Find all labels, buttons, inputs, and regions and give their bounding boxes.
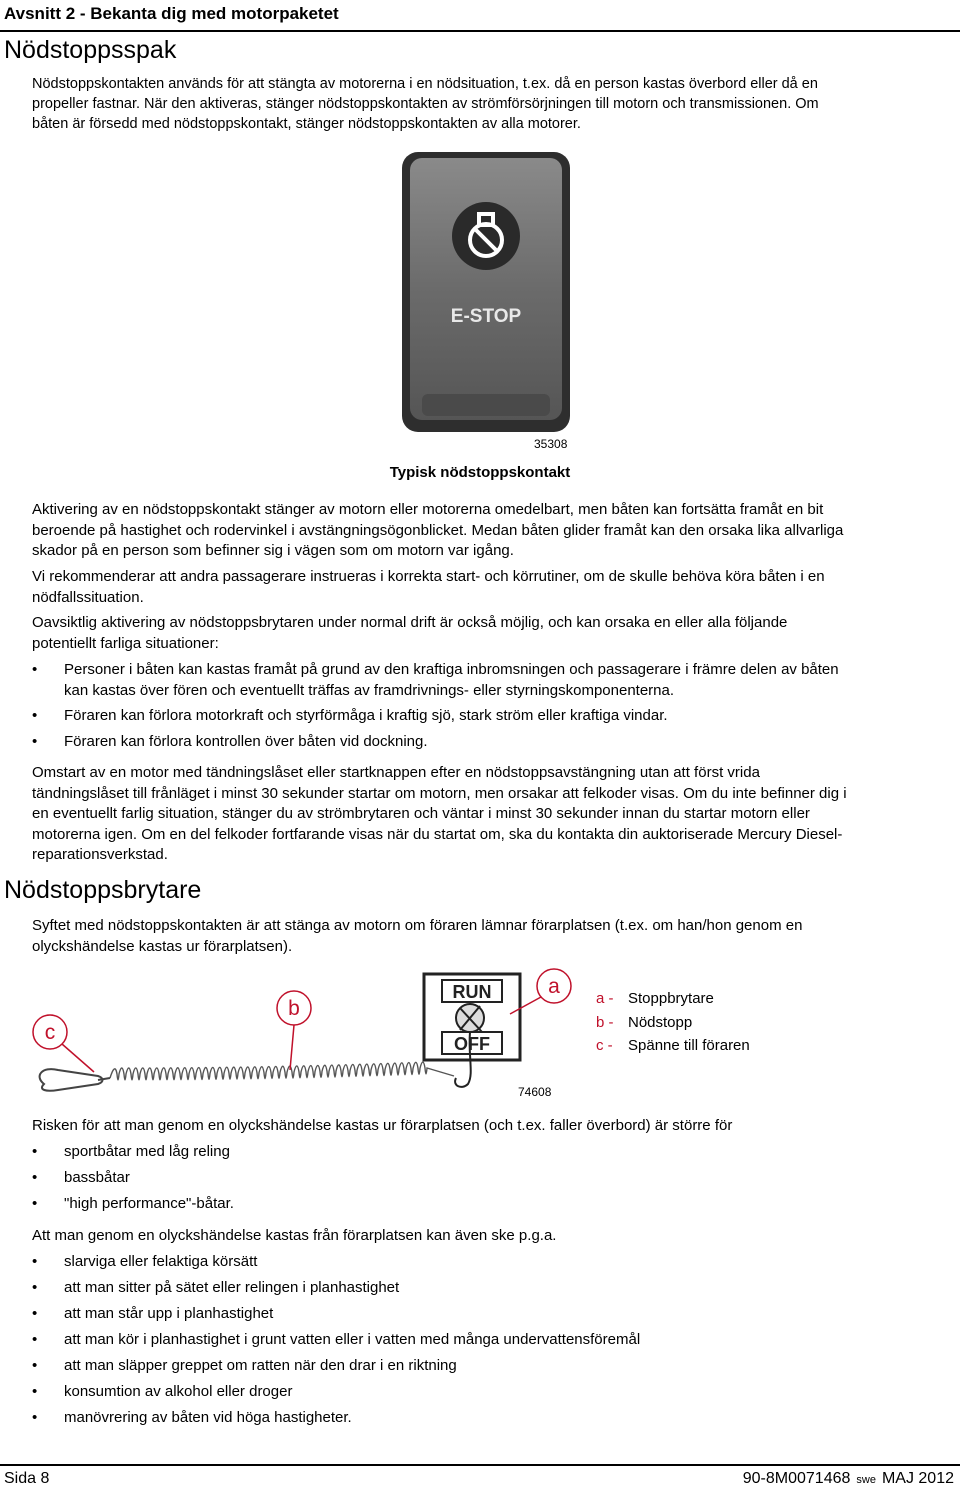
bullet-icon: • [32,1331,38,1348]
language-code: swe [856,1474,876,1486]
text-line: Aktivering av en nödstoppskontakt stänger av motorn eller motorerna omedelbart, men båten kan fortsätta framåt en bit [32,501,824,518]
estop-label: E-STOP [450,306,522,327]
list-item-text: att man släpper greppet om ratten när den drar i en riktning [64,1357,457,1374]
paragraph [32,613,954,654]
footer-divider [0,1464,960,1466]
list-item-text: att man kör i planhastighet i grunt vatten eller i vatten med många undervattensföremål [64,1331,641,1348]
legend-row [596,1034,750,1058]
estop-switch-image [400,150,572,464]
text-line: olyckshändelse kastas ur förarplatsen). [32,937,293,955]
text-line: Personer i båten kan kastas framåt på grund av den kraftiga inbromsningen och passagerare i främre delen av båten [64,661,839,678]
legend-row [596,1011,750,1035]
text-line: båten är försedd med nödstoppskontakt, stänger nödstoppskontakten av alla motorer. [32,116,581,132]
driver-clip-icon [40,1069,110,1091]
list-item-text: att man sitter på sätet eller relingen i planhastighet [64,1279,400,1296]
list-item [32,660,952,701]
bullet-icon: • [32,1169,38,1186]
list-item [32,1278,952,1299]
list-item [32,1356,952,1377]
leader-line [290,1025,294,1070]
hazard-list [32,660,952,752]
text-line: en eventuellt farlig situation, stänger du av strömbrytaren och väntar i minst 30 sekunder innan du startar motorn eller [32,805,810,822]
bullet-icon: • [32,1383,38,1400]
stop-switch-plate [424,974,520,1087]
coiled-cord [110,1062,454,1080]
legend-key: a - [596,990,614,1008]
intro-paragraph [32,916,954,957]
heading-nodstoppsbrytare: Nödstoppsbrytare [4,876,202,904]
bullet-icon: • [32,1305,38,1322]
bullet-icon: • [32,1253,38,1270]
list-item [32,1252,952,1273]
figure-legend [596,987,750,1058]
legend-text: Stoppbrytare [628,990,714,1008]
intro-paragraph [32,74,954,134]
cause-intro: Att man genom en olyckshändelse kastas från förarplatsen kan även ske p.g.a. [32,1227,557,1244]
page-number: Sida 8 [4,1470,50,1487]
list-item [32,1168,952,1189]
bullet-icon: • [32,1409,38,1426]
list-item-text: "high performance"-båtar. [64,1195,234,1212]
list-item [32,732,952,753]
list-item [32,1408,952,1429]
cause-list [32,1252,952,1429]
callout-a: a [548,975,560,998]
list-item [32,1304,952,1325]
text-line: Nödstoppskontakten används för att stängta av motorerna i en nödsituation, t.ex. då en person kastas överbord eller då en [32,76,818,92]
section-title: Avsnitt 2 - Bekanta dig med motorpaketet [4,4,339,23]
text-line: Vi rekommenderar att andra passagerare instrueras i korrekta start- och körrutiner, om de skulle behöva köra båten i en [32,568,825,585]
bullet-icon: • [32,732,38,750]
paragraph [32,567,954,608]
legend-key: c - [596,1037,613,1055]
paragraph [32,763,954,866]
leader-line [62,1044,94,1072]
callout-c: c [44,1021,56,1044]
page-header [0,0,960,32]
list-item-text: att man står upp i planhastighet [64,1305,274,1322]
heading-nodstoppsspak: Nödstoppsspak [4,36,177,64]
bullet-icon: • [32,1195,38,1212]
legend-key: b - [596,1013,614,1031]
bullet-icon: • [32,1357,38,1374]
list-item [32,1330,952,1351]
run-label: RUN [452,982,492,1002]
switch-lower-edge [422,394,550,416]
text-line: propeller fastnar. När den aktiveras, stänger nödstoppskontakten av strömförsörjningen till motorn och transmissionen. Om [32,96,819,112]
list-item-text: sportbåtar med låg reling [64,1143,230,1160]
text-line: nödfallssituation. [32,588,144,606]
figure-caption: Typisk nödstoppskontakt [389,464,571,481]
figure-number: 35308 [534,437,568,451]
list-item-text: manövrering av båten vid höga hastigheter. [64,1409,352,1426]
text-line: tändningslåset till frånläget i minst 30 sekunder startar om motorn, men orsakar att felkoder visas. Om du inte befinner dig i [32,784,847,802]
text-line: Omstart av en motor med tändningslåset eller startknappen efter en nödstoppsavstängning utan att först vrida [32,764,760,781]
bullet-icon: • [32,1279,38,1296]
list-item [32,706,952,727]
text-line: reparationsverkstad. [32,846,168,863]
text-line: potentiellt farliga situationer: [32,634,219,652]
legend-row [596,987,750,1011]
lanyard-image [28,966,588,1102]
engine-stop-icon [452,202,520,270]
switch-rocker [410,158,562,420]
off-label: OFF [454,1034,490,1054]
bullet-icon: • [32,707,38,724]
list-item [32,1194,952,1215]
text-line: motorerna igen. Om en del felkoder fortfarande visas när du startat om, ska du kontakta din auktoriserade Mercury Diesel- [32,825,843,843]
risk-list [32,1142,952,1215]
figure-number: 74608 [518,1085,552,1099]
legend-text: Spänne till föraren [628,1037,750,1055]
list-item [32,1142,952,1163]
callout-b: b [288,997,300,1020]
text-line: Föraren kan förlora motorkraft och styrförmåga i kraftig sjö, stark ström eller kraftiga vindar. [64,707,668,724]
list-item-text: konsumtion av alkohol eller droger [64,1383,293,1400]
paragraph [32,500,954,562]
list-item [32,1382,952,1403]
list-item-text: slarviga eller felaktiga körsätt [64,1253,258,1270]
document-info [743,1470,954,1488]
text-line: beroende på hastighet och rodervinkel i avstängningsögonblicket. Medan båten glider framåt kan den orsaka lika allvarliga [32,521,844,539]
text-line: Syftet med nödstoppskontakten är att stänga av motorn om föraren lämnar förarplatsen (t.ex. om han/hon genom en [32,917,803,934]
document-number: 90-8M0071468 [742,1470,851,1487]
list-item-text: bassbåtar [64,1169,130,1186]
text-line: Oavsiktlig aktivering av nödstoppsbrytaren under normal drift är också möjlig, och kan orsaka en eller alla följande [32,614,788,631]
text-line: skador på en person som befinner sig i vägen som om motorn var igång. [32,542,514,559]
risk-intro: Risken för att man genom en olyckshändelse kastas ur förarplatsen (och t.ex. faller överbord) är större för [32,1117,733,1134]
publication-date: MAJ 2012 [881,1470,954,1487]
bullet-icon: • [32,1143,38,1160]
legend-text: Nödstopp [628,1013,693,1031]
text-line: kan kastas över fören och eventuellt träffas av framdrivnings- eller styrningskomponenterna. [64,681,675,699]
text-line: Föraren kan förlora kontrollen över båten vid dockning. [64,732,428,750]
bullet-icon: • [32,661,38,678]
header-divider [0,30,960,32]
